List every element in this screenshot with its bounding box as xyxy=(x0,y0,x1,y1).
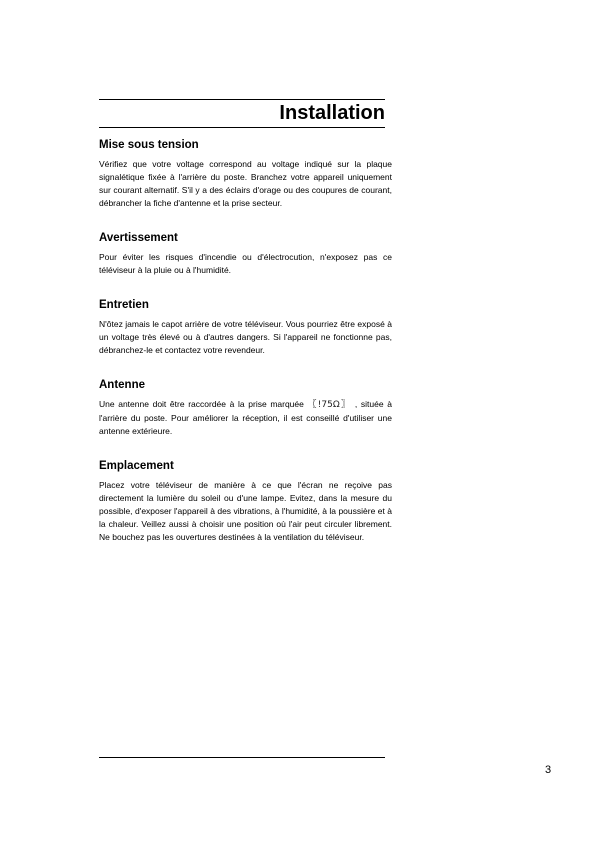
title-rule xyxy=(99,127,385,128)
section-heading: Mise sous tension xyxy=(99,139,199,151)
page-title: Installation xyxy=(279,102,385,124)
antenna-socket-symbol: 〖!75Ω〗 xyxy=(307,400,352,410)
bottom-rule xyxy=(99,757,385,758)
section-text xyxy=(99,398,392,438)
section-mise-sous-tension xyxy=(99,138,392,210)
section-text: N'ôtez jamais le capot arrière de votre téléviseur. Vous pourriez être exposé à un voltage très élevé ou à d'autres dangers. Si l'appareil ne fonctionne pas, débranchez-le et contactez votre revendeur. xyxy=(99,319,392,355)
section-text: Vérifiez que votre voltage correspond au voltage indiqué sur la plaque signalétique fixée à l'arrière du poste. Branchez votre appareil uniquement sur courant alternatif. S'il y a des éclairs d'orage ou des coupures de courant, débrancher la fiche d'antenne et la prise secteur. xyxy=(99,159,392,208)
section-avertissement xyxy=(99,231,392,277)
section-heading: Antenne xyxy=(99,379,145,391)
page-number: 3 xyxy=(545,764,552,776)
top-rule xyxy=(99,99,385,100)
section-heading: Avertissement xyxy=(99,232,178,244)
section-text-before: Une antenne doit être raccordée à la prise marquée xyxy=(99,399,304,409)
section-text-after: , située à l'arrière du poste. Pour améliorer la réception, il est conseillé d'utiliser une antenne extérieure. xyxy=(99,399,392,436)
section-heading: Emplacement xyxy=(99,460,174,472)
section-emplacement xyxy=(99,459,392,544)
section-text: Placez votre téléviseur de manière à ce que l'écran ne reçoive pas directement la lumière du soleil ou d'une lampe. Evitez, dans la mesure du possible, d'exposer l'appareil à des vibrations, à l'humidité, à la poussière et à la chaleur. Veillez aussi à choisir une position où l'air peut circuler librement. Ne bouchez pas les ouvertures destinées à la ventilation du téléviseur. xyxy=(99,480,392,542)
section-entretien xyxy=(99,298,392,357)
section-heading: Entretien xyxy=(99,299,149,311)
section-text: Pour éviter les risques d'incendie ou d'électrocution, n'exposez pas ce téléviseur à la pluie ou à l'humidité. xyxy=(99,252,392,275)
section-antenne xyxy=(99,378,392,438)
main-content xyxy=(99,138,392,544)
